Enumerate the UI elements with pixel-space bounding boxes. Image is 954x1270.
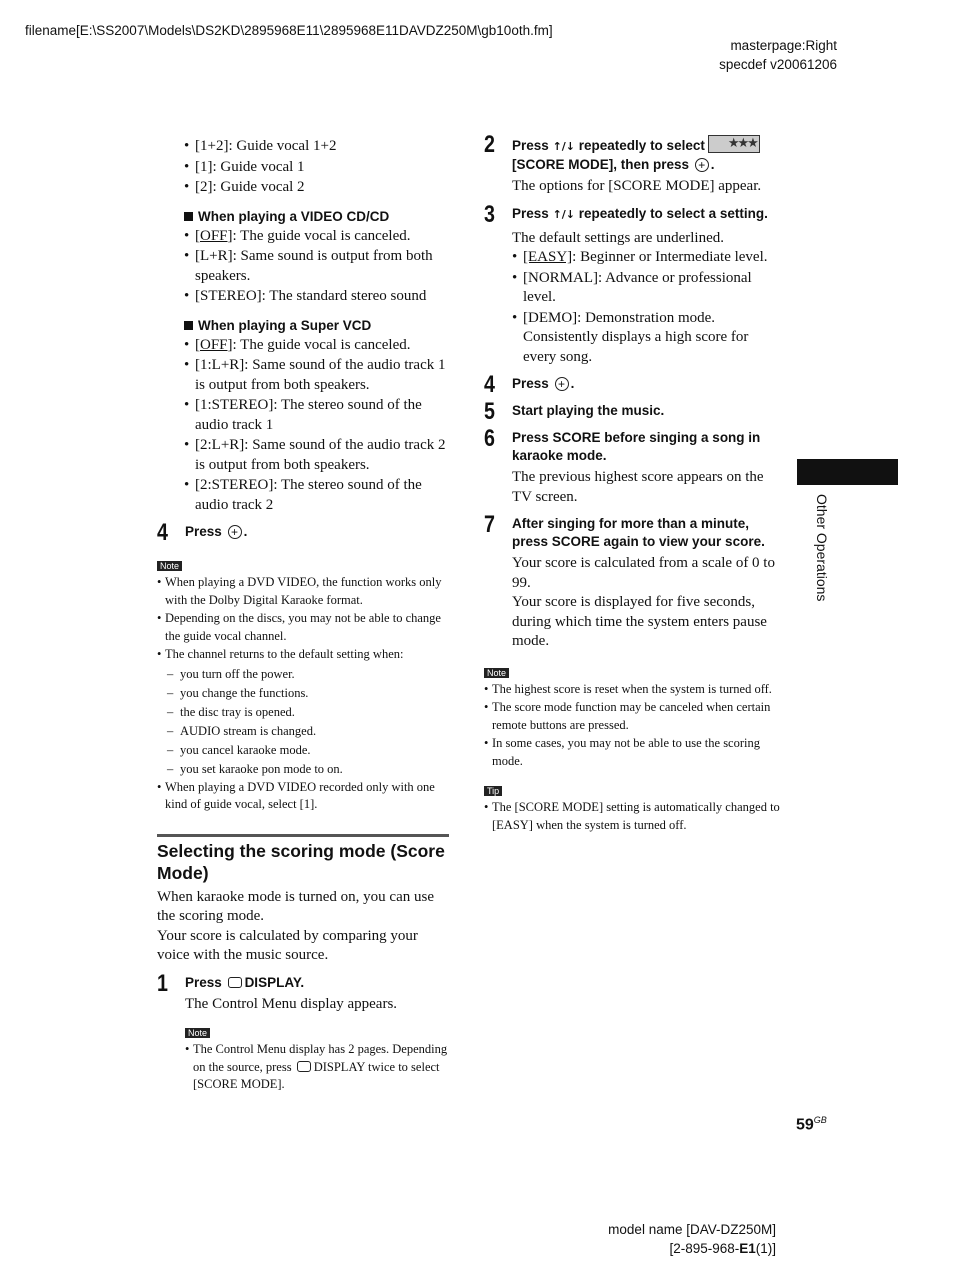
step-2: 2 Press ↑/↓ repeatedly to select ★★★ [SCORE MODE], then press + . The options for [SCORE MODE] appear. [484,135,780,197]
filename-header: filename[E:\SS2007\Models\DS2KD\2895968E11\2895968E11DAVDZ250M\gb10oth.fm] [25,23,553,38]
display-button-icon [297,1061,311,1072]
side-tab-label: Other Operations [814,494,830,602]
note-badge: Note [185,1028,210,1038]
note-item: • The channel returns to the default setting when: [157,646,449,664]
display-button-icon [228,977,242,988]
list-item: • [STEREO]: The standard stereo sound [184,287,449,307]
tip-item: • The [SCORE MODE] setting is automatically changed to [EASY] when the system is turned off. [484,799,780,834]
specdef-label: specdef v20061206 [719,57,837,72]
note-dash-item: – you cancel karaoke mode. [157,741,449,760]
step-body: Your score is calculated from a scale of 0 to 99. [512,555,775,591]
list-item: • [OFF]: The guide vocal is canceled. [184,336,449,356]
note-item: • The Control Menu display has 2 pages. Depending on the source, press DISPLAY twice to select [SCORE MODE]. [185,1041,449,1094]
note-dash-item: – the disc tray is opened. [157,703,449,722]
page-number: $59^{GB}$ [796,1115,827,1134]
vcd-heading: When playing a VIDEO CD/CD [184,208,449,226]
list-item: • [1]: Guide vocal 1 [184,158,449,178]
step-number: 7 [484,511,495,538]
enter-button-icon [695,158,709,172]
masterpage-header [719,36,837,74]
section-paragraph: Your score is calculated by comparing your voice with the music source. [157,927,418,963]
note-item: • In some cases, you may not be able to use the scoring mode. [484,735,780,770]
step-body: The previous highest score appears on the TV screen. [512,469,764,505]
side-tab-marker [797,459,898,485]
list-item: • [2]: Guide vocal 2 [184,178,449,198]
note-badge: Note [484,668,509,678]
model-name: model name [DAV-DZ250M] [608,1222,776,1237]
step-4-right: 4 Press + . [484,375,780,393]
enter-button-icon [228,525,242,539]
note-dash-item: – AUDIO stream is changed. [157,722,449,741]
step-number: 2 [484,131,495,158]
square-bullet-icon [184,321,193,330]
step-number: 4 [484,371,495,398]
note-block-right [484,666,780,771]
list-item: • [2:L+R]: Same sound of the audio track 2 is output from both speakers. [184,436,449,475]
score-mode-icon: ★★★ [708,135,760,153]
note-item: • When playing a DVD VIDEO recorded only with one kind of guide vocal, select [1]. [157,779,449,814]
list-item: • [1:STEREO]: The stereo sound of the audio track 1 [184,396,449,435]
step-body: The default settings are underlined. [512,229,725,246]
list-item: • [EASY]: Beginner or Intermediate level. [512,248,780,268]
list-item: • [1+2]: Guide vocal 1+2 [184,137,449,157]
step-body: The options for [SCORE MODE] appear. [512,178,762,194]
step-1: 1 Press DISPLAY. The Control Menu display appears. Note • The Control Menu display has 2 pages. Depending on the source, press DISPLAY twice to select [SCORE MODE]. [157,974,449,1094]
tip-block [484,784,780,834]
note-dash-item: – you turn off the power. [157,665,449,684]
note-badge: Note [157,561,182,571]
note-item: • Depending on the discs, you may not be able to change the guide vocal channel. [157,610,449,645]
list-item: • [2:STEREO]: The stereo sound of the audio track 2 [184,476,449,515]
left-column [157,137,449,1095]
up-down-arrows-icon: ↑/↓ [552,140,576,153]
step-5: 5 Start playing the music. [484,398,665,425]
list-item: • [L+R]: Same sound is output from both speakers. [184,247,449,286]
note-block-2 [185,1026,449,1094]
guide-vocal-list [157,137,449,515]
enter-button-icon [555,377,569,391]
list-item: • [1:L+R]: Same sound of the audio track 1 is output from both speakers. [184,356,449,395]
note-item: • The score mode function may be canceled when certain remote buttons are pressed. [484,699,780,734]
square-bullet-icon [184,212,193,221]
step-6: 6 Press SCORE before singing a song in karaoke mode. The previous highest score appears on the TV screen. [484,429,780,507]
right-column [484,131,780,835]
section-paragraph: When karaoke mode is turned on, you can use the scoring mode. [157,888,434,924]
step-number: 1 [157,969,168,997]
up-down-arrows-icon: ↑/↓ [552,207,576,221]
note-item: • The highest score is reset when the system is turned off. [484,681,780,699]
note-item: • When playing a DVD VIDEO, the function works only with the Dolby Digital Karaoke format. [157,574,449,609]
list-item: • [OFF]: The guide vocal is canceled. [184,227,449,247]
step-body: The Control Menu display appears. [185,995,398,1012]
footer [608,1220,776,1258]
step-3: 3 Press ↑/↓ repeatedly to select a setting. The default settings are underlined. • [EASY]: Beginner or Intermediate level. • [NORMAL]: Advance or professional level. • [DEMO]: Demonstration mode. Consistently displays a high score for every song. [484,205,780,368]
step-number: 6 [484,425,495,452]
part-code: [2-895-968-E1(1)] [669,1241,776,1256]
step-body: Your score is displayed for five seconds, during which time the system enters pause mode. [512,594,767,649]
list-item: • [DEMO]: Demonstration mode. Consistently displays a high score for every song. [512,309,780,368]
step-number: 5 [484,398,495,425]
step-number: 3 [484,200,495,228]
list-item: • [NORMAL]: Advance or professional level. [512,269,780,308]
note-dash-item: – you set karaoke pon mode to on. [157,760,449,779]
section-title: Selecting the scoring mode (Score Mode) [157,834,449,884]
step-4-left: 4 Press + . [157,523,449,541]
step-7: 7 After singing for more than a minute, press SCORE again to view your score. Your score is calculated from a scale of 0 to 99. Your score is displayed for five seconds, during which time the system enters pause mode. [484,515,780,652]
tip-badge: Tip [484,786,502,796]
note-block-1 [157,559,449,814]
note-dash-item: – you change the functions. [157,684,449,703]
step-number: 4 [157,519,168,546]
masterpage-label: masterpage:Right [730,38,837,53]
svcd-heading: When playing a Super VCD [184,317,449,335]
